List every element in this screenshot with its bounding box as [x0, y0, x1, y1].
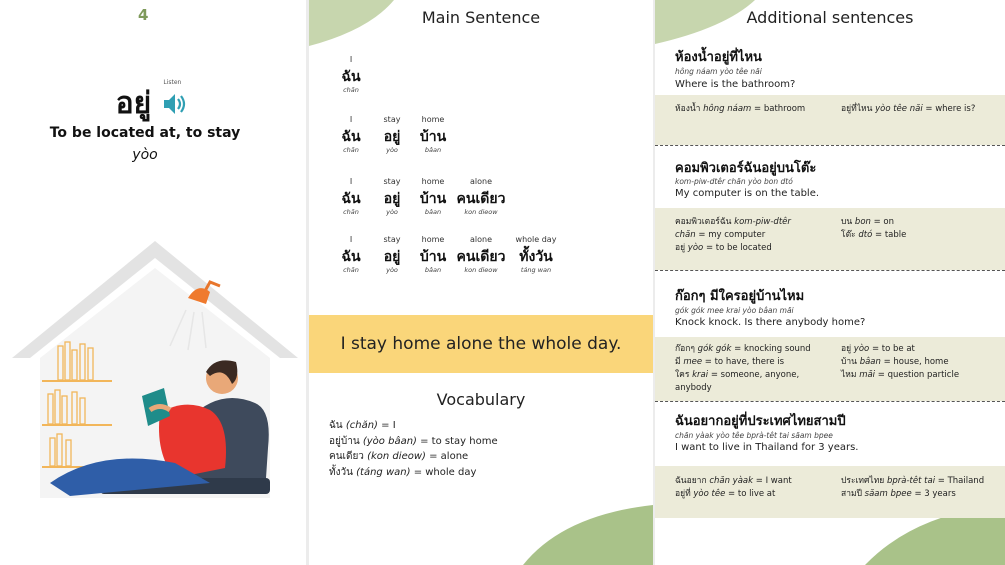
word-column: stay อยู่ yòo: [383, 235, 401, 274]
sentence-row: [332, 115, 455, 154]
listen-label: Listen: [163, 78, 182, 86]
block-english: I want to live in Thailand for 3 years.: [675, 442, 859, 453]
vocabulary-title: Vocabulary: [436, 390, 526, 409]
page-number: 4: [138, 6, 149, 24]
word-column: home บ้าน bâan: [419, 177, 447, 216]
vocab-line: อยู่ yòo = to be located: [675, 243, 772, 253]
word-column: stay อยู่ yòo: [383, 177, 401, 216]
vocabulary-list: [329, 418, 498, 480]
leaf-decoration: [523, 505, 653, 565]
word-transliteration: yòo: [132, 147, 158, 163]
word-column: home บ้าน bâan: [419, 235, 447, 274]
word-column: I ฉัน chăn: [341, 235, 361, 274]
word-meaning: To be located at, to stay: [49, 125, 241, 141]
vocab-line: โต๊ะ dtó = table: [841, 230, 907, 240]
word-column: alone คนเดียว kon dieow: [456, 177, 506, 216]
word-column: alone คนเดียว kon dieow: [456, 235, 506, 274]
sentence-row: [332, 235, 565, 274]
vocab-line: คอมพิวเตอร์ฉัน kom-piw-dtêr: [675, 217, 791, 227]
vocab-line: ใคร krai = someone, anyone,: [675, 370, 800, 380]
word-column: stay อยู่ yòo: [383, 115, 401, 154]
vocab-line: บน bon = on: [841, 217, 895, 227]
vocab-line: ฉันอยาก chăn yàak = I want: [675, 476, 792, 486]
vocab-item: ทั้งวัน (táng wan) = whole day: [329, 466, 477, 478]
block-thai: ฉันอยากอยู่ที่ประเทศไทยสามปี: [675, 414, 846, 429]
vocab-line: ก๊อกๆ gók gók = knocking sound: [675, 344, 811, 354]
main-sentence-title: Main Sentence: [421, 8, 541, 27]
word-column: I ฉัน chăn: [341, 115, 361, 154]
sentence-row: [332, 55, 373, 94]
vocab-box: [655, 95, 1005, 145]
vocab-line: ไหม măi = question particle: [841, 370, 960, 380]
word-column: home บ้าน bâan: [419, 115, 447, 154]
vocab-line: มี mee = to have, there is: [675, 357, 785, 367]
block-separator: [655, 270, 1005, 271]
block-separator: [655, 145, 1005, 146]
block-english: Where is the bathroom?: [675, 79, 796, 90]
block-romanization: chăn yàak yòo têe bprà-têt tai săam bpee: [675, 431, 833, 440]
reading-illustration: [10, 238, 300, 500]
block-romanization: hông náam yòo têe năi: [675, 67, 762, 76]
vocab-line: chăn = my computer: [675, 230, 766, 240]
additional-sentences-title: Additional sentences: [746, 8, 914, 27]
left-panel: [0, 0, 306, 565]
thai-word: อยู่: [115, 86, 152, 121]
vocab-line: anybody: [675, 383, 712, 393]
block-english: Knock knock. Is there anybody home?: [675, 317, 866, 328]
block-thai: คอมพิวเตอร์ฉันอยู่บนโต๊ะ: [675, 161, 817, 176]
vocab-item: อยู่บ้าน (yòo bâan) = to stay home: [329, 435, 498, 447]
word-column: I ฉัน chăn: [341, 55, 361, 94]
vocab-item: คนเดียว (kon dieow) = alone: [329, 451, 469, 462]
vocab-item: ฉัน (chăn) = I: [329, 420, 396, 431]
highlight-sentence: I stay home alone the whole day.: [309, 315, 653, 373]
word-column: whole day ทั้งวัน táng wan: [515, 235, 557, 274]
vocab-line: ประเทศไทย bprà-têt tai = Thailand: [841, 476, 985, 486]
block-romanization: gók gók mee krai yòo bâan măi: [675, 306, 794, 315]
vocab-line: สามปี săam bpee = 3 years: [841, 489, 956, 499]
vocab-box: [655, 208, 1005, 270]
word-column: I ฉัน chăn: [341, 177, 361, 216]
block-romanization: kom-piw-dtêr chăn yòo bon dtó: [675, 177, 793, 186]
block-thai: ห้องน้ำอยู่ที่ไหน: [675, 50, 762, 65]
vocab-box: [655, 466, 1005, 518]
vocab-line: บ้าน bâan = house, home: [841, 357, 949, 367]
block-separator: [655, 401, 1005, 402]
sentence-row: [332, 177, 510, 216]
block-english: My computer is on the table.: [675, 188, 820, 199]
vocab-line: ห้องน้ำ hông náam = bathroom: [675, 104, 806, 114]
block-thai: ก๊อกๆ มีใครอยู่บ้านไหม: [675, 289, 805, 304]
vocab-line: อยู่ yòo = to be at: [841, 344, 915, 354]
vocab-box: [655, 337, 1005, 401]
main-sentence-panel: [309, 0, 653, 565]
speaker-icon[interactable]: [160, 89, 190, 119]
additional-sentences-panel: [655, 0, 1005, 565]
listen-button[interactable]: [160, 78, 190, 119]
vocab-line: อยู่ที่ yòo têe = to live at: [675, 489, 776, 499]
word-header: [0, 80, 306, 127]
vocab-line: อยู่ที่ไหน yòo têe năi = where is?: [841, 104, 976, 114]
